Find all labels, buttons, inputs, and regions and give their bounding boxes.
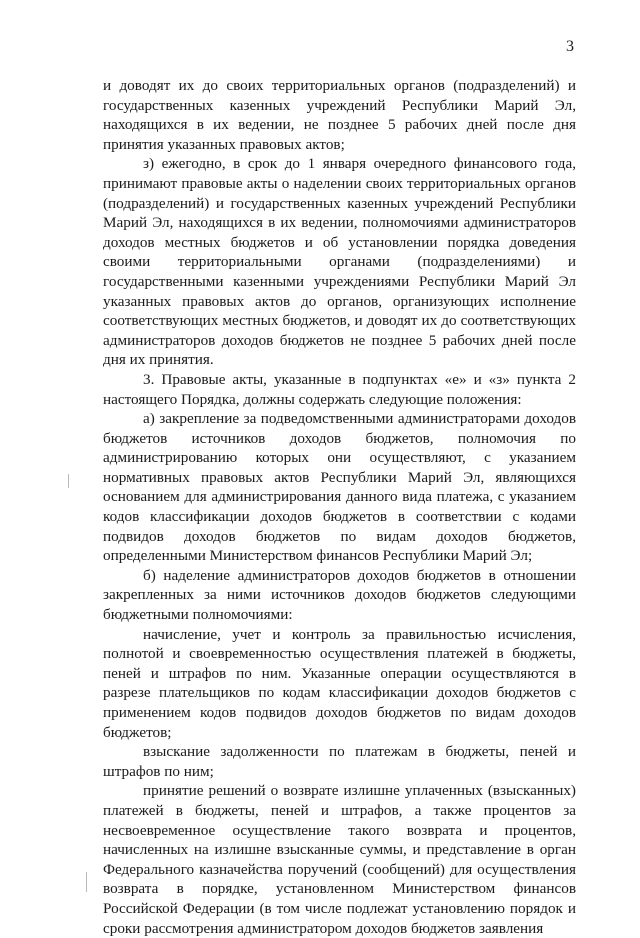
paragraph: начисление, учет и контроль за правильностью исчисления, полнотой и своевременностью осуществления платежей в бюджеты, пеней и штрафов по ним. Указанные операции осуществляются в разрезе плательщиков по кодам классификации доходов бюджетов с применением кодов подвидов доходов бюджетов по видам доходов бюджетов; xyxy=(103,625,576,741)
paragraph: и доводят их до своих территориальных органов (подразделений) и государственных казенных учреждений Республики Марий Эл, находящихся в их ведении, не позднее 5 рабочих дней после дня принятия указанных правовых актов; xyxy=(103,77,576,153)
page-number: 3 xyxy=(566,38,574,55)
paragraph: взыскание задолженности по платежам в бюджеты, пеней и штрафов по ним; xyxy=(103,743,576,780)
paragraph: а) закрепление за подведомственными администраторами доходов бюджетов источников доходов бюджетов, полномочия по администрированию которых они осуществляют, с указанием нормативных правовых актов Республики Марий Эл, являющихся основанием для администрирования данного вида платежа, с указанием кодов классификации доходов бюджетов в соответствии с кодами подвидов доходов бюджетов по видам доходов бюджетов, определенными Министерством финансов Республики Марий Эл; xyxy=(103,410,576,565)
document-body xyxy=(103,76,576,938)
paragraph: 3. Правовые акты, указанные в подпунктах «е» и «з» пункта 2 настоящего Порядка, должны содержать следующие положения: xyxy=(103,370,576,408)
scan-mark xyxy=(68,474,69,488)
paragraph: принятие решений о возврате излишне уплаченных (взысканных) платежей в бюджеты, пеней и штрафов, а также процентов за несвоевременное осуществление такого возврата и процентов, начисленных на излишне взысканные суммы, и представление в орган Федерального казначейства поручений (сообщений) для осуществления возврата в порядке, установленном Министерством финансов Российской Федерации (в том числе подлежат установлению порядок и сроки рассмотрения администратором доходов бюджетов заявления xyxy=(103,782,576,937)
paragraph: з) ежегодно, в срок до 1 января очередного финансового года, принимают правовые акты о наделении своих территориальных органов (подразделений) и государственных казенных учреждений Республики Марий Эл, находящихся в их ведении, полномочиями администраторов доходов местных бюджетов и об установлении порядка доведения своими территориальными органами (подразделениями) и государственными казенными учреждениями Республики Марий Эл указанных правовых актов до органов, организующих исполнение соответствующих местных бюджетов, и доводят их до соответствующих администраторов доходов бюджетов не позднее 5 рабочих дней после дня их принятия. xyxy=(103,155,576,369)
scan-mark xyxy=(86,872,87,892)
paragraph: б) наделение администраторов доходов бюджетов в отношении закрепленных за ними источников доходов бюджетов следующими бюджетными полномочиями: xyxy=(103,566,576,624)
